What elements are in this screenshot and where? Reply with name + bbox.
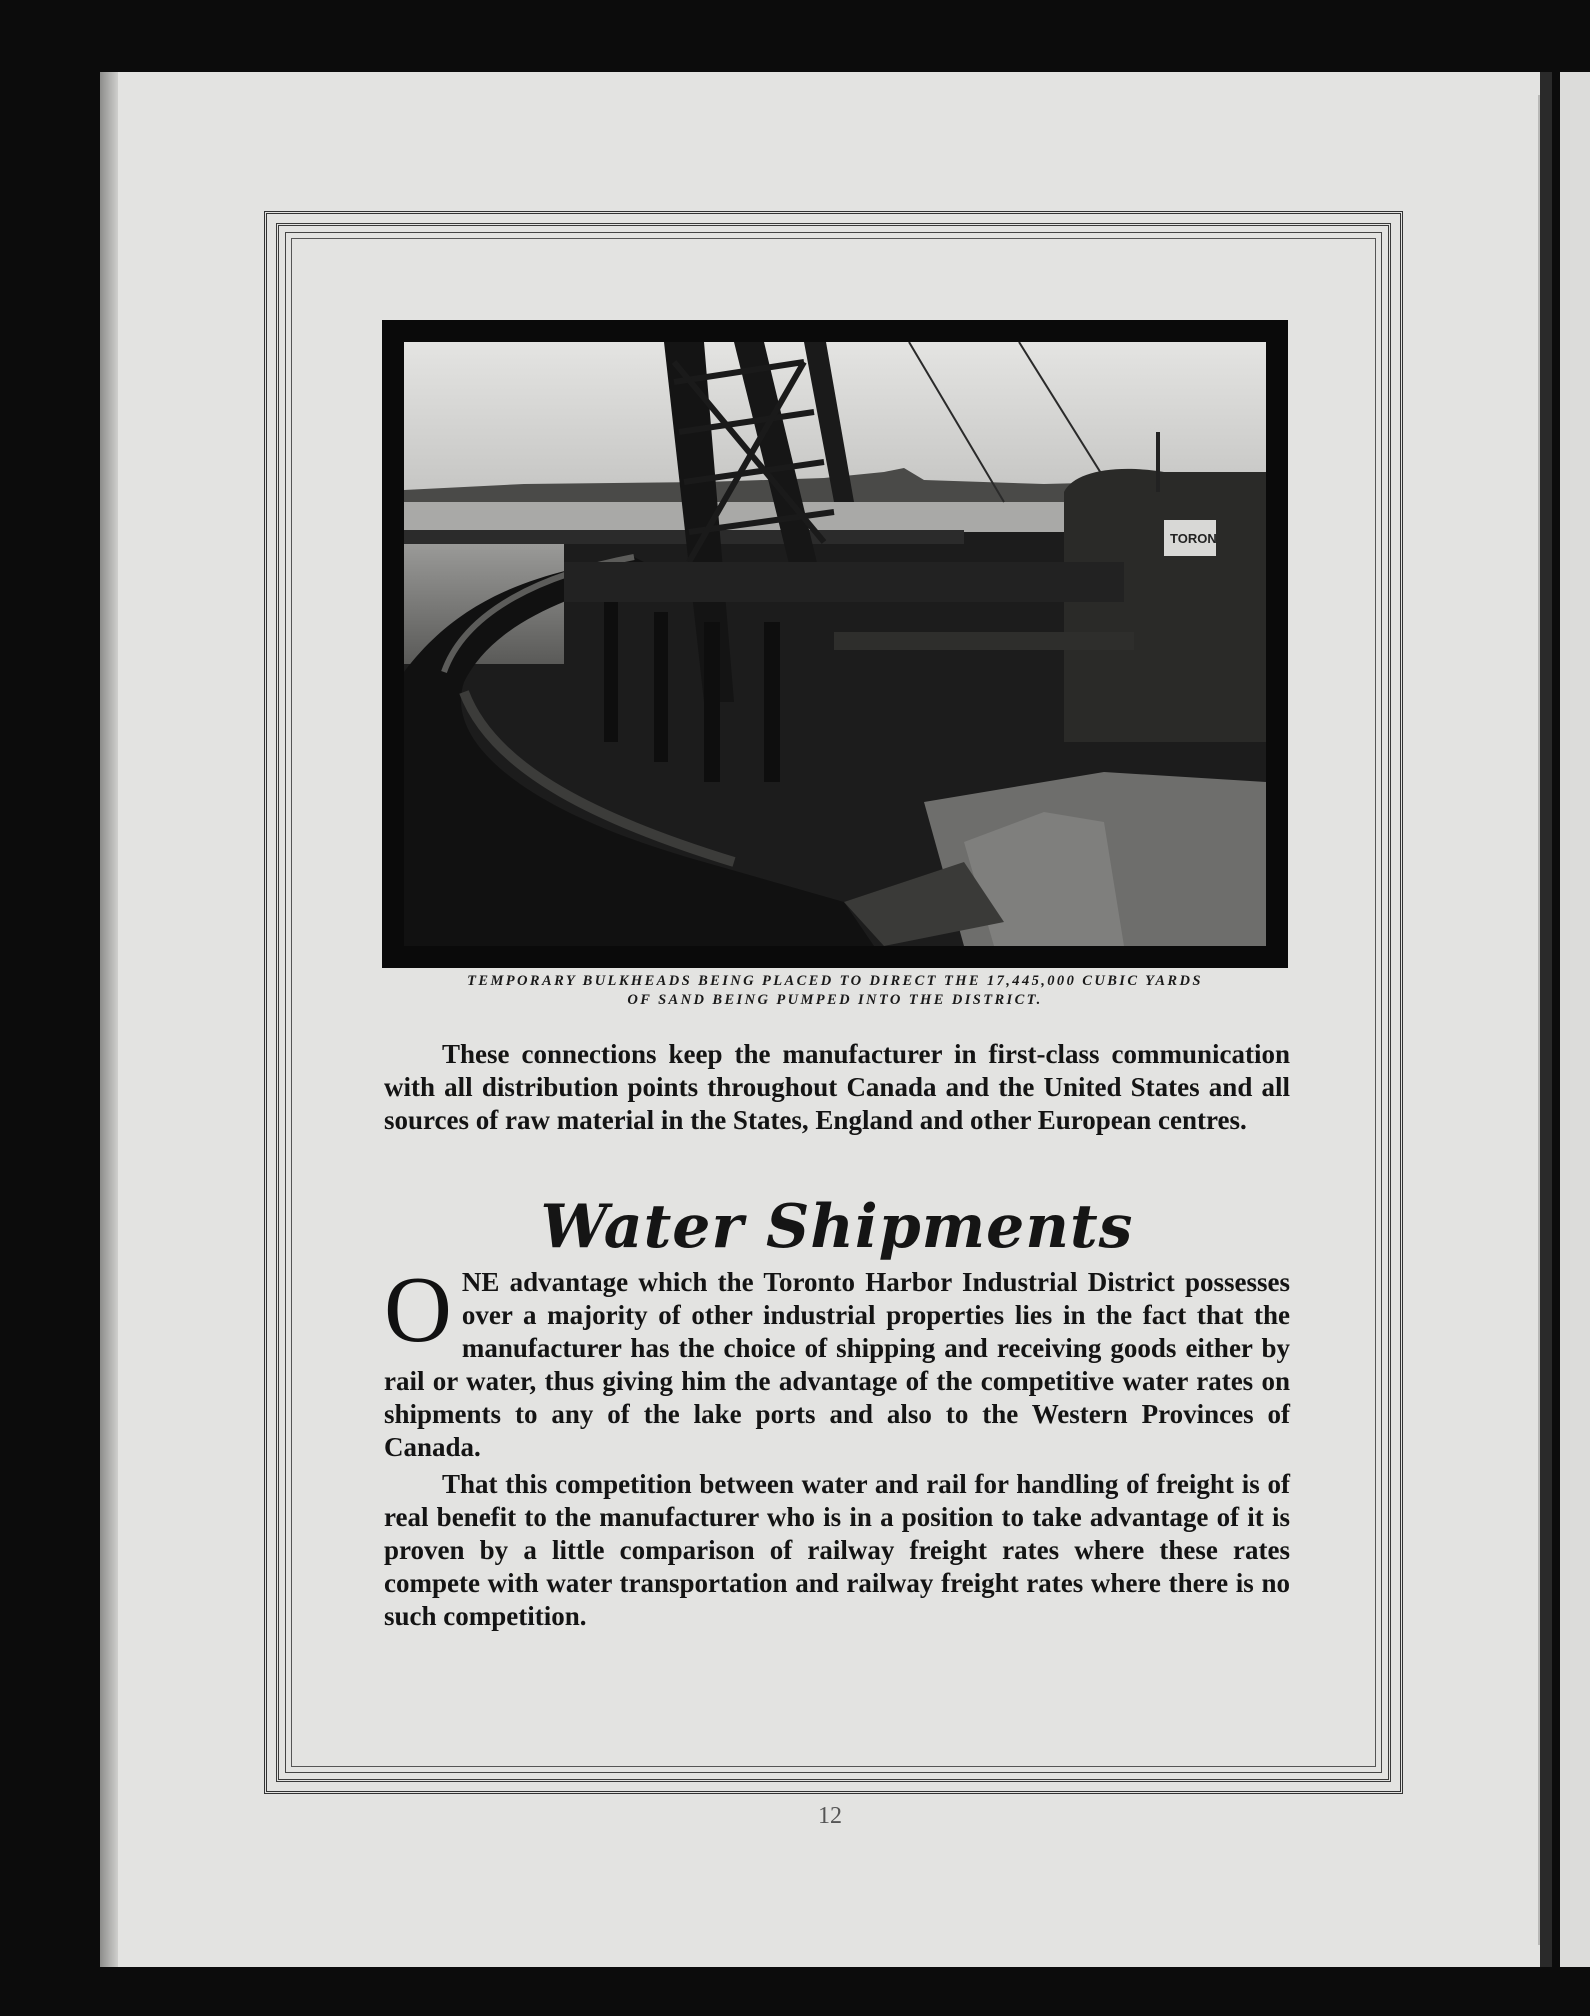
caption-line-1: TEMPORARY BULKHEADS BEING PLACED TO DIRECT THE 17,445,000 CUBIC YARDS (467, 973, 1203, 989)
harbor-photograph (382, 320, 1288, 968)
connections-paragraph: These connections keep the manufacturer in first-class communication with all distribution points throughout Canada and the United States and all sources of raw material in the States, England and other European centres. (384, 1039, 1290, 1135)
water-shipments-text: NE advantage which the Toronto Harbor Industrial District possesses over a majority of other industrial properties lies in the fact that the manufacturer has the choice of shipping and receiving goods either by rail or water, thus giving him the advantage of the competitive water rates on shipments to any of the lake ports and also to the Western Provinces of Canada. (384, 1267, 1290, 1462)
page-gutter (1540, 72, 1552, 1967)
photo-caption (382, 972, 1288, 1010)
facing-page-edge (1560, 72, 1590, 1967)
page-edge (100, 72, 118, 1967)
gutter-line (1538, 95, 1540, 1945)
section-heading: Water Shipments (540, 1192, 1134, 1262)
drop-cap: O (384, 1258, 452, 1362)
water-shipments-paragraph (384, 1258, 1290, 1464)
caption-line-2: OF SAND BEING PUMPED INTO THE DISTRICT. (627, 992, 1043, 1008)
page-number: 12 (818, 1803, 842, 1829)
bulkhead-scene-illustration (404, 342, 1266, 946)
dock-sign-text: TORON (1170, 531, 1217, 546)
competition-paragraph: That this competition between water and rail for handling of freight is of real benefit to the manufacturer who is in a position to take advantage of it is proven by a little comparison of railway freight rates where these rates compete with water transportation and railway freight rates where there is no such competition. (384, 1469, 1290, 1631)
